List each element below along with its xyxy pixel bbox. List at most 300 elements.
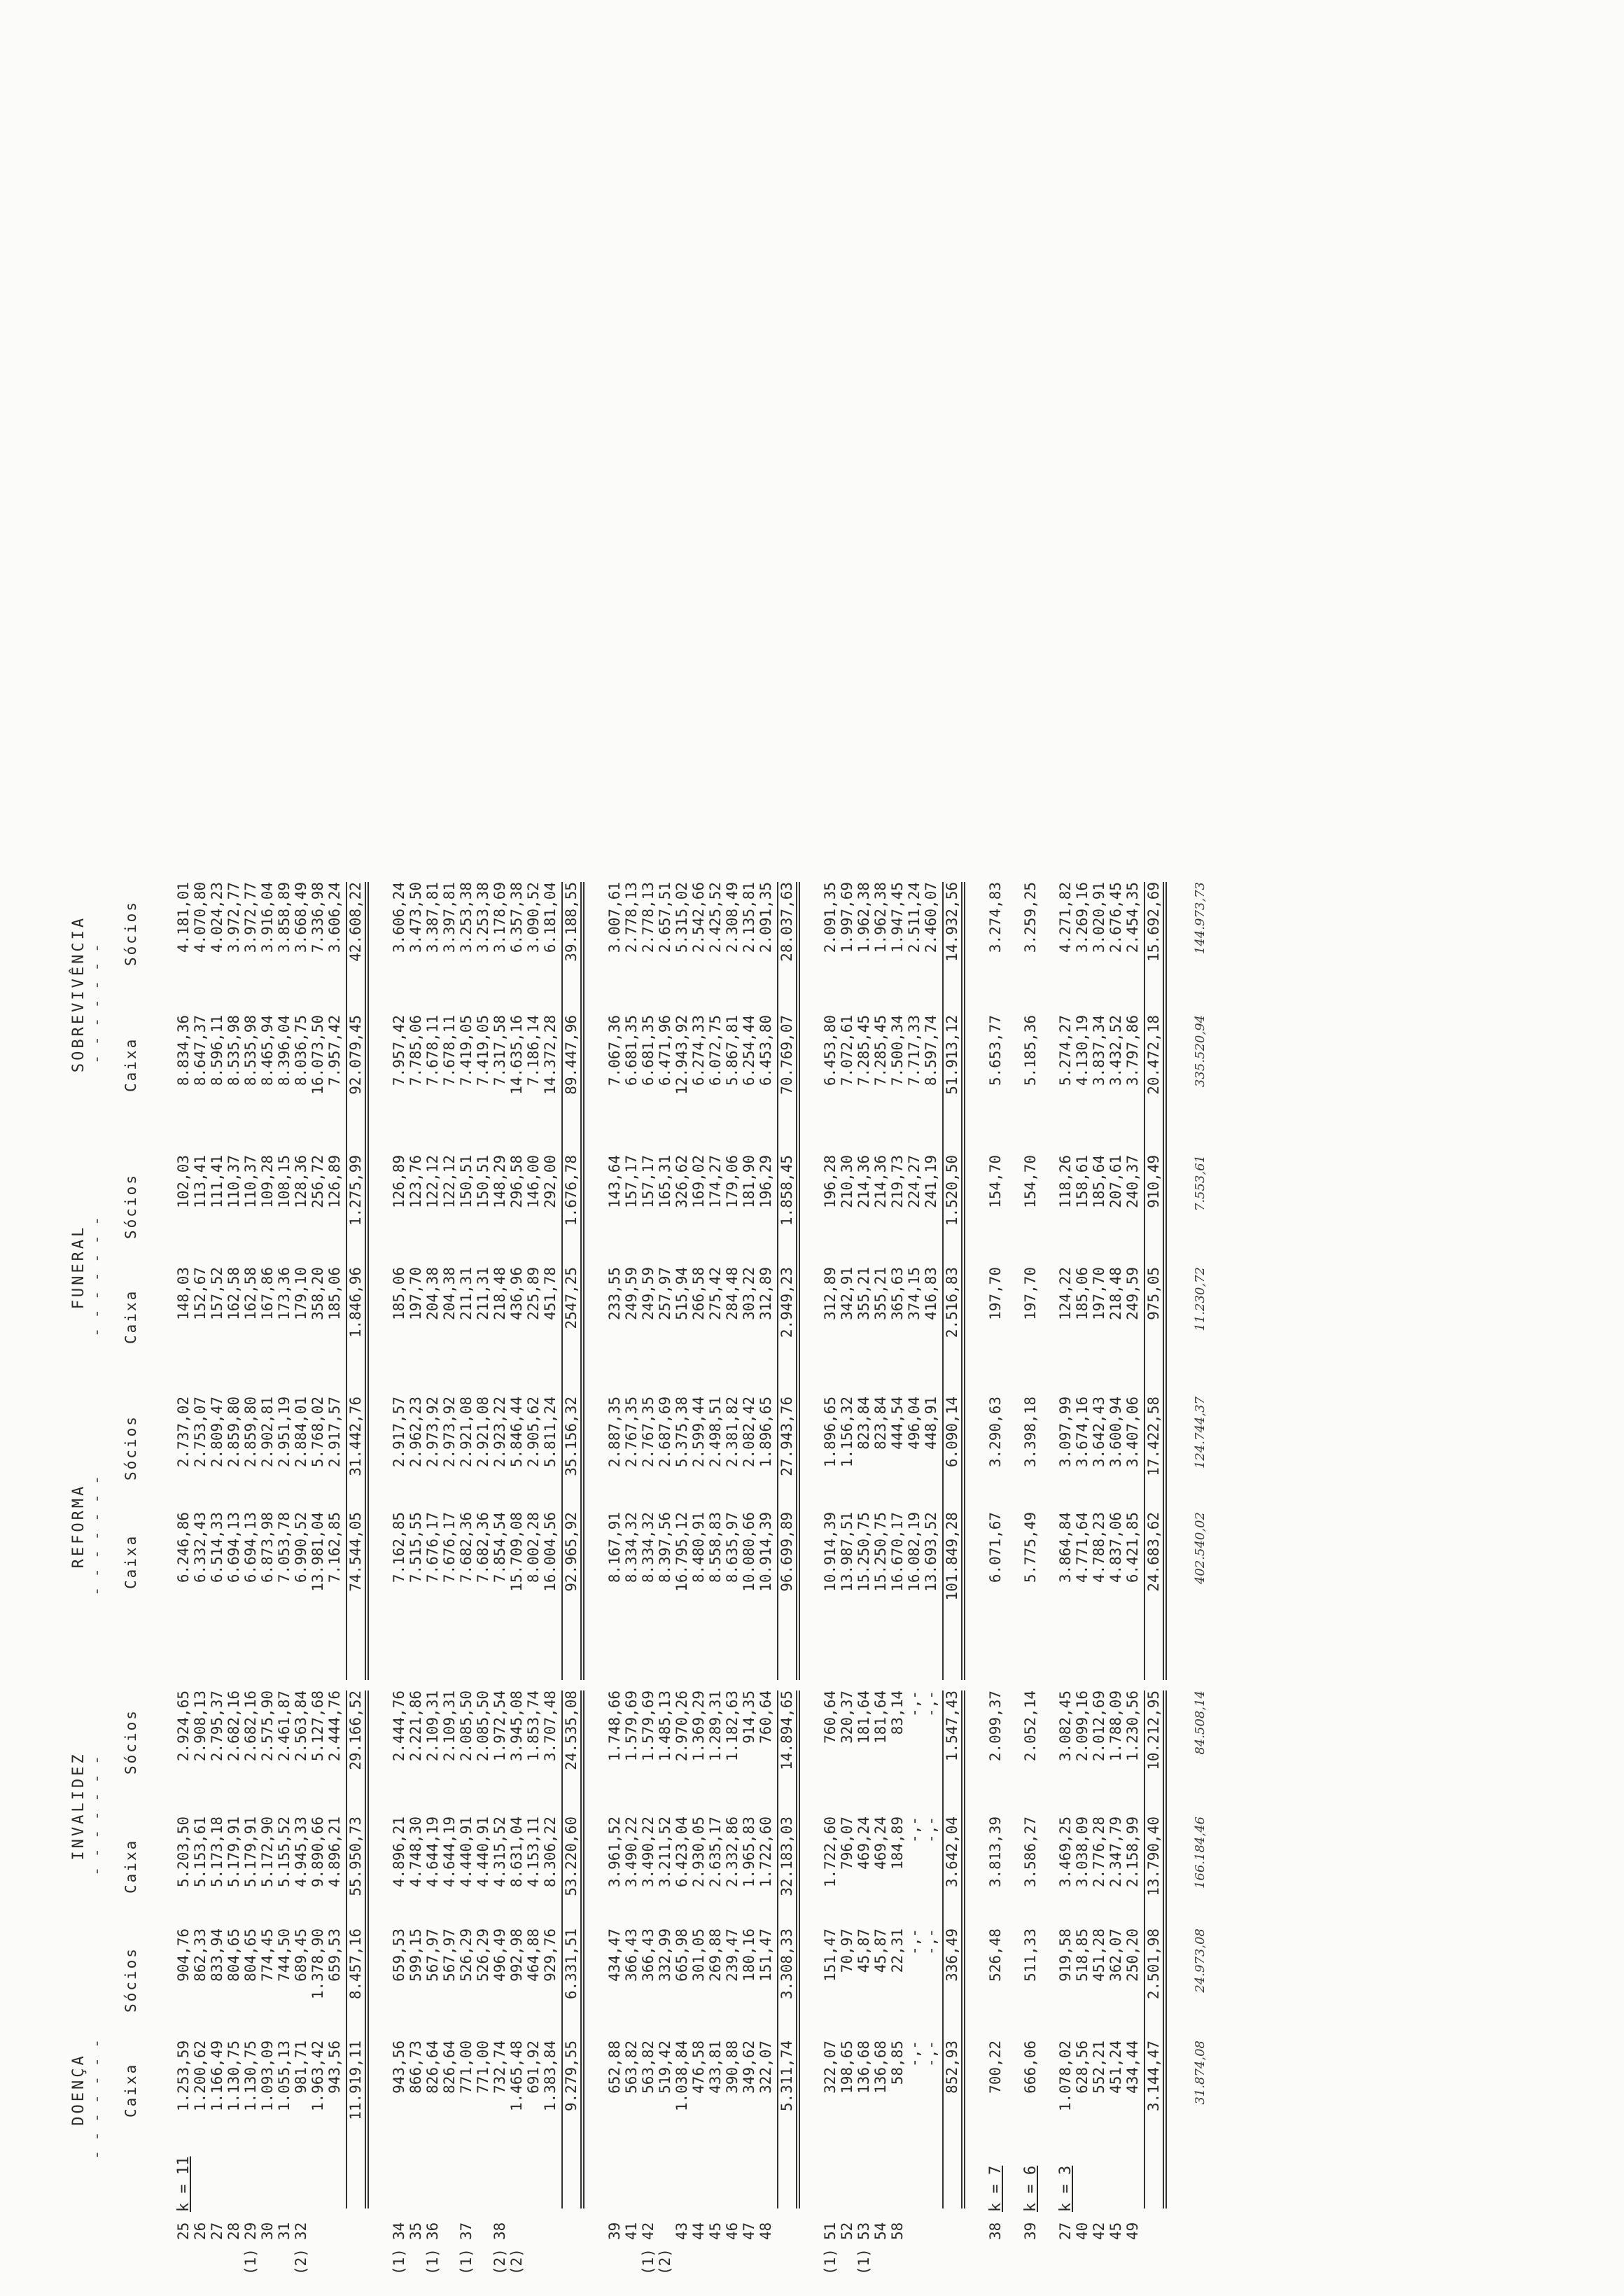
table-cell: 7.285,45 [855, 1015, 872, 1086]
table-cell: 8.396,04 [276, 1015, 293, 1086]
table-cell: 691,92 [525, 2040, 542, 2094]
table-cell: 563,82 [640, 2040, 657, 2094]
table-cell: 1.748,66 [606, 1690, 623, 1762]
table-cell: 1.896,65 [822, 1396, 839, 1468]
table-cell: 124,22 [1057, 1267, 1074, 1320]
table-cell: 355,21 [872, 1267, 889, 1320]
table-cell: -,- [906, 1928, 923, 1955]
table-cell: 3.259,25 [1022, 882, 1039, 953]
table-cell: 3.469,25 [1057, 1816, 1074, 1888]
table-cell: 1.130,75 [225, 2040, 242, 2112]
table-cell: 2.970,26 [673, 1690, 690, 1762]
group-total: 55.950,73 [346, 1816, 369, 1984]
table-cell: 13.987,51 [839, 1512, 855, 1592]
row-age: 27 [1057, 2222, 1074, 2240]
table-cell: 3.813,39 [987, 1816, 1004, 1888]
k-label: k = 7 [987, 2165, 1004, 2212]
table-cell: 826,64 [441, 2040, 458, 2094]
group-total: 10.212,95 [1144, 1690, 1167, 1858]
table-cell: 210,30 [839, 1155, 855, 1208]
handwritten-total: 7.553,61 [1193, 1155, 1208, 1212]
group-total: 5.311,74 [777, 2040, 800, 2208]
table-cell: 3.961,52 [606, 1816, 623, 1888]
table-cell: 659,53 [326, 1928, 343, 1982]
table-cell: 7.515,55 [407, 1512, 424, 1583]
table-cell: 196,28 [822, 1155, 839, 1208]
table-cell: 4.644,19 [424, 1816, 441, 1888]
table-cell: 256,72 [309, 1155, 326, 1208]
table-cell: 2.924,65 [175, 1690, 192, 1762]
group-total: 9.279,55 [561, 2040, 584, 2208]
table-cell: 2.091,35 [822, 882, 839, 953]
table-cell: 151,47 [757, 1928, 774, 1982]
group-total: 35.156,32 [561, 1396, 584, 1564]
row-age: 30 [259, 2222, 276, 2240]
row-age: 46 [724, 2222, 741, 2240]
row-marker: (1) [391, 2248, 407, 2275]
handwritten-total: 166.184,46 [1193, 1816, 1208, 1889]
table-cell: 185,06 [1074, 1267, 1091, 1320]
table-cell: 1.166,49 [209, 2040, 225, 2112]
group-total: 6.331,51 [561, 1928, 584, 2096]
table-cell: 689,45 [293, 1928, 309, 1982]
table-cell: 7.336,98 [309, 882, 326, 953]
table-cell: 8.834,36 [175, 1015, 192, 1086]
table-cell: 257,97 [657, 1267, 673, 1320]
row-age: 25 [175, 2222, 192, 2240]
table-cell: 15.709,08 [508, 1512, 525, 1592]
table-cell: 2.682,16 [225, 1690, 242, 1762]
table-cell: 214,36 [872, 1155, 889, 1208]
table-cell: 7.785,06 [407, 1015, 424, 1086]
table-cell: 3.858,89 [276, 882, 293, 953]
group-total: 14.932,56 [942, 882, 965, 1050]
table-cell: 342,91 [839, 1267, 855, 1320]
handwritten-total: 31.874,08 [1193, 2040, 1208, 2105]
row-age: 53 [855, 2222, 872, 2240]
group-total: 24.683,62 [1144, 1512, 1167, 1680]
table-cell: 5.153,61 [192, 1816, 209, 1888]
table-cell: 7.678,11 [424, 1015, 441, 1086]
table-cell: 1.997,69 [839, 882, 855, 953]
table-cell: 4.070,80 [192, 882, 209, 953]
table-cell: 1.788,09 [1107, 1690, 1124, 1762]
table-cell: 185,06 [391, 1267, 407, 1320]
table-cell: 2.347,79 [1107, 1816, 1124, 1888]
table-cell: 526,29 [475, 1928, 491, 1982]
table-cell: 469,24 [872, 1816, 889, 1870]
group-total: 17.422,58 [1144, 1396, 1167, 1564]
table-cell: 8.397,56 [657, 1512, 673, 1583]
row-age: 35 [407, 2222, 424, 2240]
table-cell: 13.693,52 [923, 1512, 939, 1592]
table-cell: 3.707,48 [542, 1690, 559, 1762]
table-cell: 390,88 [724, 2040, 741, 2094]
table-cell: 2.082,42 [741, 1396, 757, 1468]
table-cell: 5.179,91 [242, 1816, 259, 1888]
column-header: Sócios [122, 1709, 139, 1774]
group-total: 2.501,98 [1144, 1928, 1167, 2096]
table-cell: 7.186,14 [525, 1015, 542, 1086]
table-cell: 6.471,96 [657, 1015, 673, 1086]
table-cell: 8.334,32 [640, 1512, 657, 1583]
table-cell: 296,58 [508, 1155, 525, 1208]
table-cell: 3.290,63 [987, 1396, 1004, 1468]
table-cell: 2.682,16 [242, 1690, 259, 1762]
table-cell: 225,89 [525, 1267, 542, 1320]
table-cell: 2.221,86 [407, 1690, 424, 1762]
table-cell: 6.246,86 [175, 1512, 192, 1583]
table-cell: 10.914,39 [757, 1512, 774, 1592]
column-header: Caixa [122, 2062, 139, 2118]
table-cell: 7.854,54 [491, 1512, 508, 1583]
table-cell: 126,89 [391, 1155, 407, 1208]
table-cell: 312,89 [757, 1267, 774, 1320]
row-age: 45 [1107, 2222, 1124, 2240]
table-cell: -,- [923, 1690, 939, 1717]
table-cell: 2.099,16 [1074, 1690, 1091, 1762]
row-age: 40 [1074, 2222, 1091, 2240]
table-cell: 2.905,62 [525, 1396, 542, 1468]
table-cell: 919,58 [1057, 1928, 1074, 1982]
table-cell: 774,45 [259, 1928, 276, 1982]
k-label: k = 6 [1022, 2165, 1040, 2212]
table-cell: 866,73 [407, 2040, 424, 2094]
table-cell: 476,58 [690, 2040, 707, 2094]
table-cell: 16.082,19 [906, 1512, 923, 1592]
table-cell: 2.887,35 [606, 1396, 623, 1468]
table-cell: 113,41 [192, 1155, 209, 1208]
table-cell: 198,65 [839, 2040, 855, 2094]
table-cell: 2.099,37 [987, 1690, 1004, 1762]
table-cell: 2.917,57 [326, 1396, 343, 1468]
table-cell: 904,76 [175, 1928, 192, 1982]
table-cell: 3.490,22 [640, 1816, 657, 1888]
table-cell: 233,55 [606, 1267, 623, 1320]
table-cell: 2.737,02 [175, 1396, 192, 1468]
table-cell: 1.078,02 [1057, 2040, 1074, 2112]
table-cell: 128,36 [293, 1155, 309, 1208]
table-cell: 2.884,01 [293, 1396, 309, 1468]
group-total: 8.457,16 [346, 1928, 369, 2096]
table-cell: 180,16 [741, 1928, 757, 1982]
column-header: Caixa [122, 1534, 139, 1589]
table-cell: 2.052,14 [1022, 1690, 1039, 1762]
table-cell: 45,87 [855, 1928, 872, 1973]
table-cell: 16.795,12 [673, 1512, 690, 1592]
table-cell: 823,84 [872, 1396, 889, 1450]
table-cell: 5.127,68 [309, 1690, 326, 1762]
group-total: 6.090,14 [942, 1396, 965, 1564]
table-cell: 7.500,34 [889, 1015, 906, 1086]
table-cell: 2.676,45 [1107, 882, 1124, 953]
table-cell: 981,71 [293, 2040, 309, 2094]
section-title: SOBREVIVÊNCIA [70, 915, 88, 1073]
table-cell: 8.596,11 [209, 1015, 225, 1086]
row-marker: (1) [242, 2248, 259, 2275]
handwritten-total: 11.230,72 [1193, 1267, 1208, 1331]
table-cell: 8.558,83 [707, 1512, 724, 1583]
table-cell: 7.317,58 [491, 1015, 508, 1086]
section-title: REFORMA [70, 1483, 88, 1569]
table-cell: 22,31 [889, 1928, 906, 1973]
row-age: 58 [889, 2222, 906, 2240]
table-cell: 5.172,90 [259, 1816, 276, 1888]
group-total: 29.166,52 [346, 1690, 369, 1858]
table-cell: 3.972,77 [225, 882, 242, 953]
table-cell: 174,27 [707, 1155, 724, 1208]
table-cell: 4.896,21 [326, 1816, 343, 1888]
table-cell: 16.073,50 [309, 1015, 326, 1095]
table-cell: 5.203,50 [175, 1816, 192, 1888]
row-age: 42 [1091, 2222, 1107, 2240]
table-cell: 1.579,69 [623, 1690, 640, 1762]
table-cell: 162,58 [225, 1267, 242, 1320]
table-cell: 2.635,17 [707, 1816, 724, 1888]
table-cell: 157,17 [623, 1155, 640, 1208]
table-cell: 2.511,24 [906, 882, 923, 953]
table-cell: 8.631,04 [508, 1816, 525, 1888]
table-cell: 10.080,66 [741, 1512, 757, 1592]
table-cell: 122,12 [441, 1155, 458, 1208]
group-total: 1.520,50 [942, 1155, 965, 1323]
row-age: 32 [293, 2222, 309, 2240]
table-cell: 249,59 [623, 1267, 640, 1320]
group-total: 1.676,78 [561, 1155, 584, 1323]
table-cell: 110,37 [225, 1155, 242, 1208]
table-cell: 118,26 [1057, 1155, 1074, 1208]
table-cell: 4.644,19 [441, 1816, 458, 1888]
table-cell: 1.896,65 [757, 1396, 774, 1468]
table-cell: 5.274,27 [1057, 1015, 1074, 1086]
table-cell: 760,64 [822, 1690, 839, 1744]
section-underline: - - - - - - - [88, 1475, 106, 1596]
table-cell: 3.211,52 [657, 1816, 673, 1888]
table-cell: 358,20 [309, 1267, 326, 1320]
table-cell: 2.951,19 [276, 1396, 293, 1468]
table-cell: 5.375,38 [673, 1396, 690, 1468]
table-cell: 211,31 [458, 1267, 475, 1320]
group-total: 3.308,33 [777, 1928, 800, 2096]
table-cell: 150,51 [475, 1155, 491, 1208]
table-cell: 4.440,91 [475, 1816, 491, 1888]
row-age: 29 [242, 2222, 259, 2240]
table-cell: 804,65 [242, 1928, 259, 1982]
table-cell: 2.308,49 [724, 882, 741, 953]
table-cell: 4.945,33 [293, 1816, 309, 1888]
group-total: 24.535,08 [561, 1690, 584, 1858]
table-cell: 2.930,05 [690, 1816, 707, 1888]
table-cell: 218,48 [1107, 1267, 1124, 1320]
table-cell: 148,03 [175, 1267, 192, 1320]
table-cell: 2.135,81 [741, 882, 757, 953]
table-cell: 5.811,24 [542, 1396, 559, 1468]
table-cell: 760,64 [757, 1690, 774, 1744]
table-cell: 3.606,24 [326, 882, 343, 953]
group-total: 27.943,76 [777, 1396, 800, 1564]
table-cell: -,- [906, 2040, 923, 2067]
row-age: 38 [987, 2222, 1004, 2240]
table-cell: 224,27 [906, 1155, 923, 1208]
handwritten-total: 124.744,37 [1193, 1396, 1208, 1469]
column-header: Sócios [122, 1173, 139, 1239]
table-cell: 444,54 [889, 1396, 906, 1450]
table-cell: 4.748,30 [407, 1816, 424, 1888]
table-cell: 700,22 [987, 2040, 1004, 2094]
table-cell: 179,06 [724, 1155, 741, 1208]
table-cell: 3.274,83 [987, 882, 1004, 953]
table-cell: 1.200,62 [192, 2040, 209, 2112]
table-cell: 2.498,51 [707, 1396, 724, 1468]
table-cell: 362,07 [1107, 1928, 1124, 1982]
table-cell: 15.250,75 [855, 1512, 872, 1592]
table-cell: 1.947,45 [889, 882, 906, 953]
table-cell: 2.012,69 [1091, 1690, 1107, 1762]
table-cell: 184,89 [889, 1816, 906, 1870]
table-cell: 3.606,24 [391, 882, 407, 953]
k-label: k = 3 [1057, 2165, 1074, 2212]
table-cell: 7.072,61 [839, 1015, 855, 1086]
table-cell: 2.085,50 [475, 1690, 491, 1762]
table-cell: -,- [923, 1816, 939, 1843]
table-cell: 4.788,23 [1091, 1512, 1107, 1583]
table-cell: 6.181,04 [542, 882, 559, 953]
table-cell: 136,68 [855, 2040, 872, 2094]
row-age: 51 [822, 2222, 839, 2240]
table-cell: 70,97 [839, 1928, 855, 1973]
column-header: Caixa [122, 1289, 139, 1344]
table-cell: 13.981,04 [309, 1512, 326, 1592]
table-cell: 240,37 [1124, 1155, 1141, 1208]
table-cell: 2.657,51 [657, 882, 673, 953]
group-total: 11.919,11 [346, 2040, 369, 2208]
table-cell: 58,85 [889, 2040, 906, 2085]
table-cell: 332,99 [657, 1928, 673, 1982]
table-cell: 2.778,13 [640, 882, 657, 953]
table-cell: 1.465,48 [508, 2040, 525, 2112]
table-cell: 7.676,17 [441, 1512, 458, 1583]
table-cell: 2.425,52 [707, 882, 724, 953]
table-cell: 123,76 [407, 1155, 424, 1208]
table-cell: 3.945,08 [508, 1690, 525, 1762]
table-cell: 8.002,28 [525, 1512, 542, 1583]
table-cell: 2.859,80 [225, 1396, 242, 1468]
table-cell: 2.563,84 [293, 1690, 309, 1762]
group-total: 96.699,89 [777, 1512, 800, 1680]
table-cell: 451,78 [542, 1267, 559, 1320]
table-cell: 744,50 [276, 1928, 293, 1982]
group-total: 852,93 [942, 2040, 965, 2208]
table-cell: 6.274,33 [690, 1015, 707, 1086]
table-cell: 1.963,42 [309, 2040, 326, 2112]
table-cell: 771,00 [458, 2040, 475, 2094]
table-cell: 652,88 [606, 2040, 623, 2094]
table-cell: 2.085,50 [458, 1690, 475, 1762]
table-cell: 2.859,80 [242, 1396, 259, 1468]
row-marker: (1) [458, 2248, 475, 2275]
table-cell: 2.109,31 [424, 1690, 441, 1762]
table-cell: 108,15 [276, 1155, 293, 1208]
table-cell: 3.797,86 [1124, 1015, 1141, 1086]
table-cell: 3.178,69 [491, 882, 508, 953]
table-cell: 322,07 [822, 2040, 839, 2094]
table-cell: 6.873,98 [259, 1512, 276, 1583]
table-cell: 204,38 [424, 1267, 441, 1320]
table-cell: 16.670,17 [889, 1512, 906, 1592]
table-cell: 2.158,99 [1124, 1816, 1141, 1888]
table-cell: 5.867,81 [724, 1015, 741, 1086]
row-age: 28 [225, 2222, 242, 2240]
group-total: 74.544,05 [346, 1512, 369, 1680]
row-marker: (1) [424, 2248, 441, 2275]
table-cell: 5.179,91 [225, 1816, 242, 1888]
table-cell: 914,35 [741, 1690, 757, 1744]
table-cell: 2.908,13 [192, 1690, 209, 1762]
table-cell: 179,10 [293, 1267, 309, 1320]
table-cell: 2.381,82 [724, 1396, 741, 1468]
row-age: 54 [872, 2222, 889, 2240]
table-cell: 3.864,84 [1057, 1512, 1074, 1583]
table-cell: 552,21 [1091, 2040, 1107, 2094]
table-cell: 6.072,75 [707, 1015, 724, 1086]
table-cell: 666,06 [1022, 2040, 1039, 2094]
table-cell: 518,85 [1074, 1928, 1091, 1982]
table-cell: 6.694,13 [242, 1512, 259, 1583]
table-cell: 4.181,01 [175, 882, 192, 953]
table-cell: 929,76 [542, 1928, 559, 1982]
table-cell: 992,98 [508, 1928, 525, 1982]
table-cell: 3.600,94 [1107, 1396, 1124, 1468]
table-cell: 3.837,34 [1091, 1015, 1107, 1086]
table-cell: 7.682,36 [458, 1512, 475, 1583]
row-age: 52 [839, 2222, 855, 2240]
table-cell: 451,28 [1091, 1928, 1107, 1982]
table-cell: 6.514,33 [209, 1512, 225, 1583]
group-total: 89.447,96 [561, 1015, 584, 1183]
table-cell: 6.681,35 [623, 1015, 640, 1086]
table-cell: 5.846,44 [508, 1396, 525, 1468]
table-cell: 2.687,69 [657, 1396, 673, 1468]
table-cell: 12.943,92 [673, 1015, 690, 1095]
row-age: 49 [1124, 2222, 1141, 2240]
table-cell: 16.004,56 [542, 1512, 559, 1592]
table-cell: 943,56 [326, 2040, 343, 2094]
table-cell: 2.767,35 [640, 1396, 657, 1468]
table-cell: 1.038,84 [673, 2040, 690, 2112]
table-cell: 3.090,52 [525, 882, 542, 953]
group-total: 3.144,47 [1144, 2040, 1167, 2208]
table-cell: 8.465,94 [259, 1015, 276, 1086]
table-cell: 374,15 [906, 1267, 923, 1320]
table-cell: 102,03 [175, 1155, 192, 1208]
table-cell: 185,64 [1091, 1155, 1107, 1208]
table-cell: 804,65 [225, 1928, 242, 1982]
column-header: Sócios [122, 1947, 139, 2012]
table-cell: 8.535,98 [225, 1015, 242, 1086]
table-cell: 833,94 [209, 1928, 225, 1982]
table-cell: 3.398,18 [1022, 1396, 1039, 1468]
table-cell: 3.972,77 [242, 882, 259, 953]
table-cell: 3.473,50 [407, 882, 424, 953]
table-cell: 181,64 [855, 1690, 872, 1744]
table-cell: 8.480,91 [690, 1512, 707, 1583]
table-cell: 732,74 [491, 2040, 508, 2094]
table-cell: 122,12 [424, 1155, 441, 1208]
group-total: 1.547,43 [942, 1690, 965, 1858]
table-cell: 197,70 [1022, 1267, 1039, 1320]
table-cell: 181,90 [741, 1155, 757, 1208]
k-label: k = 11 [175, 2156, 192, 2212]
